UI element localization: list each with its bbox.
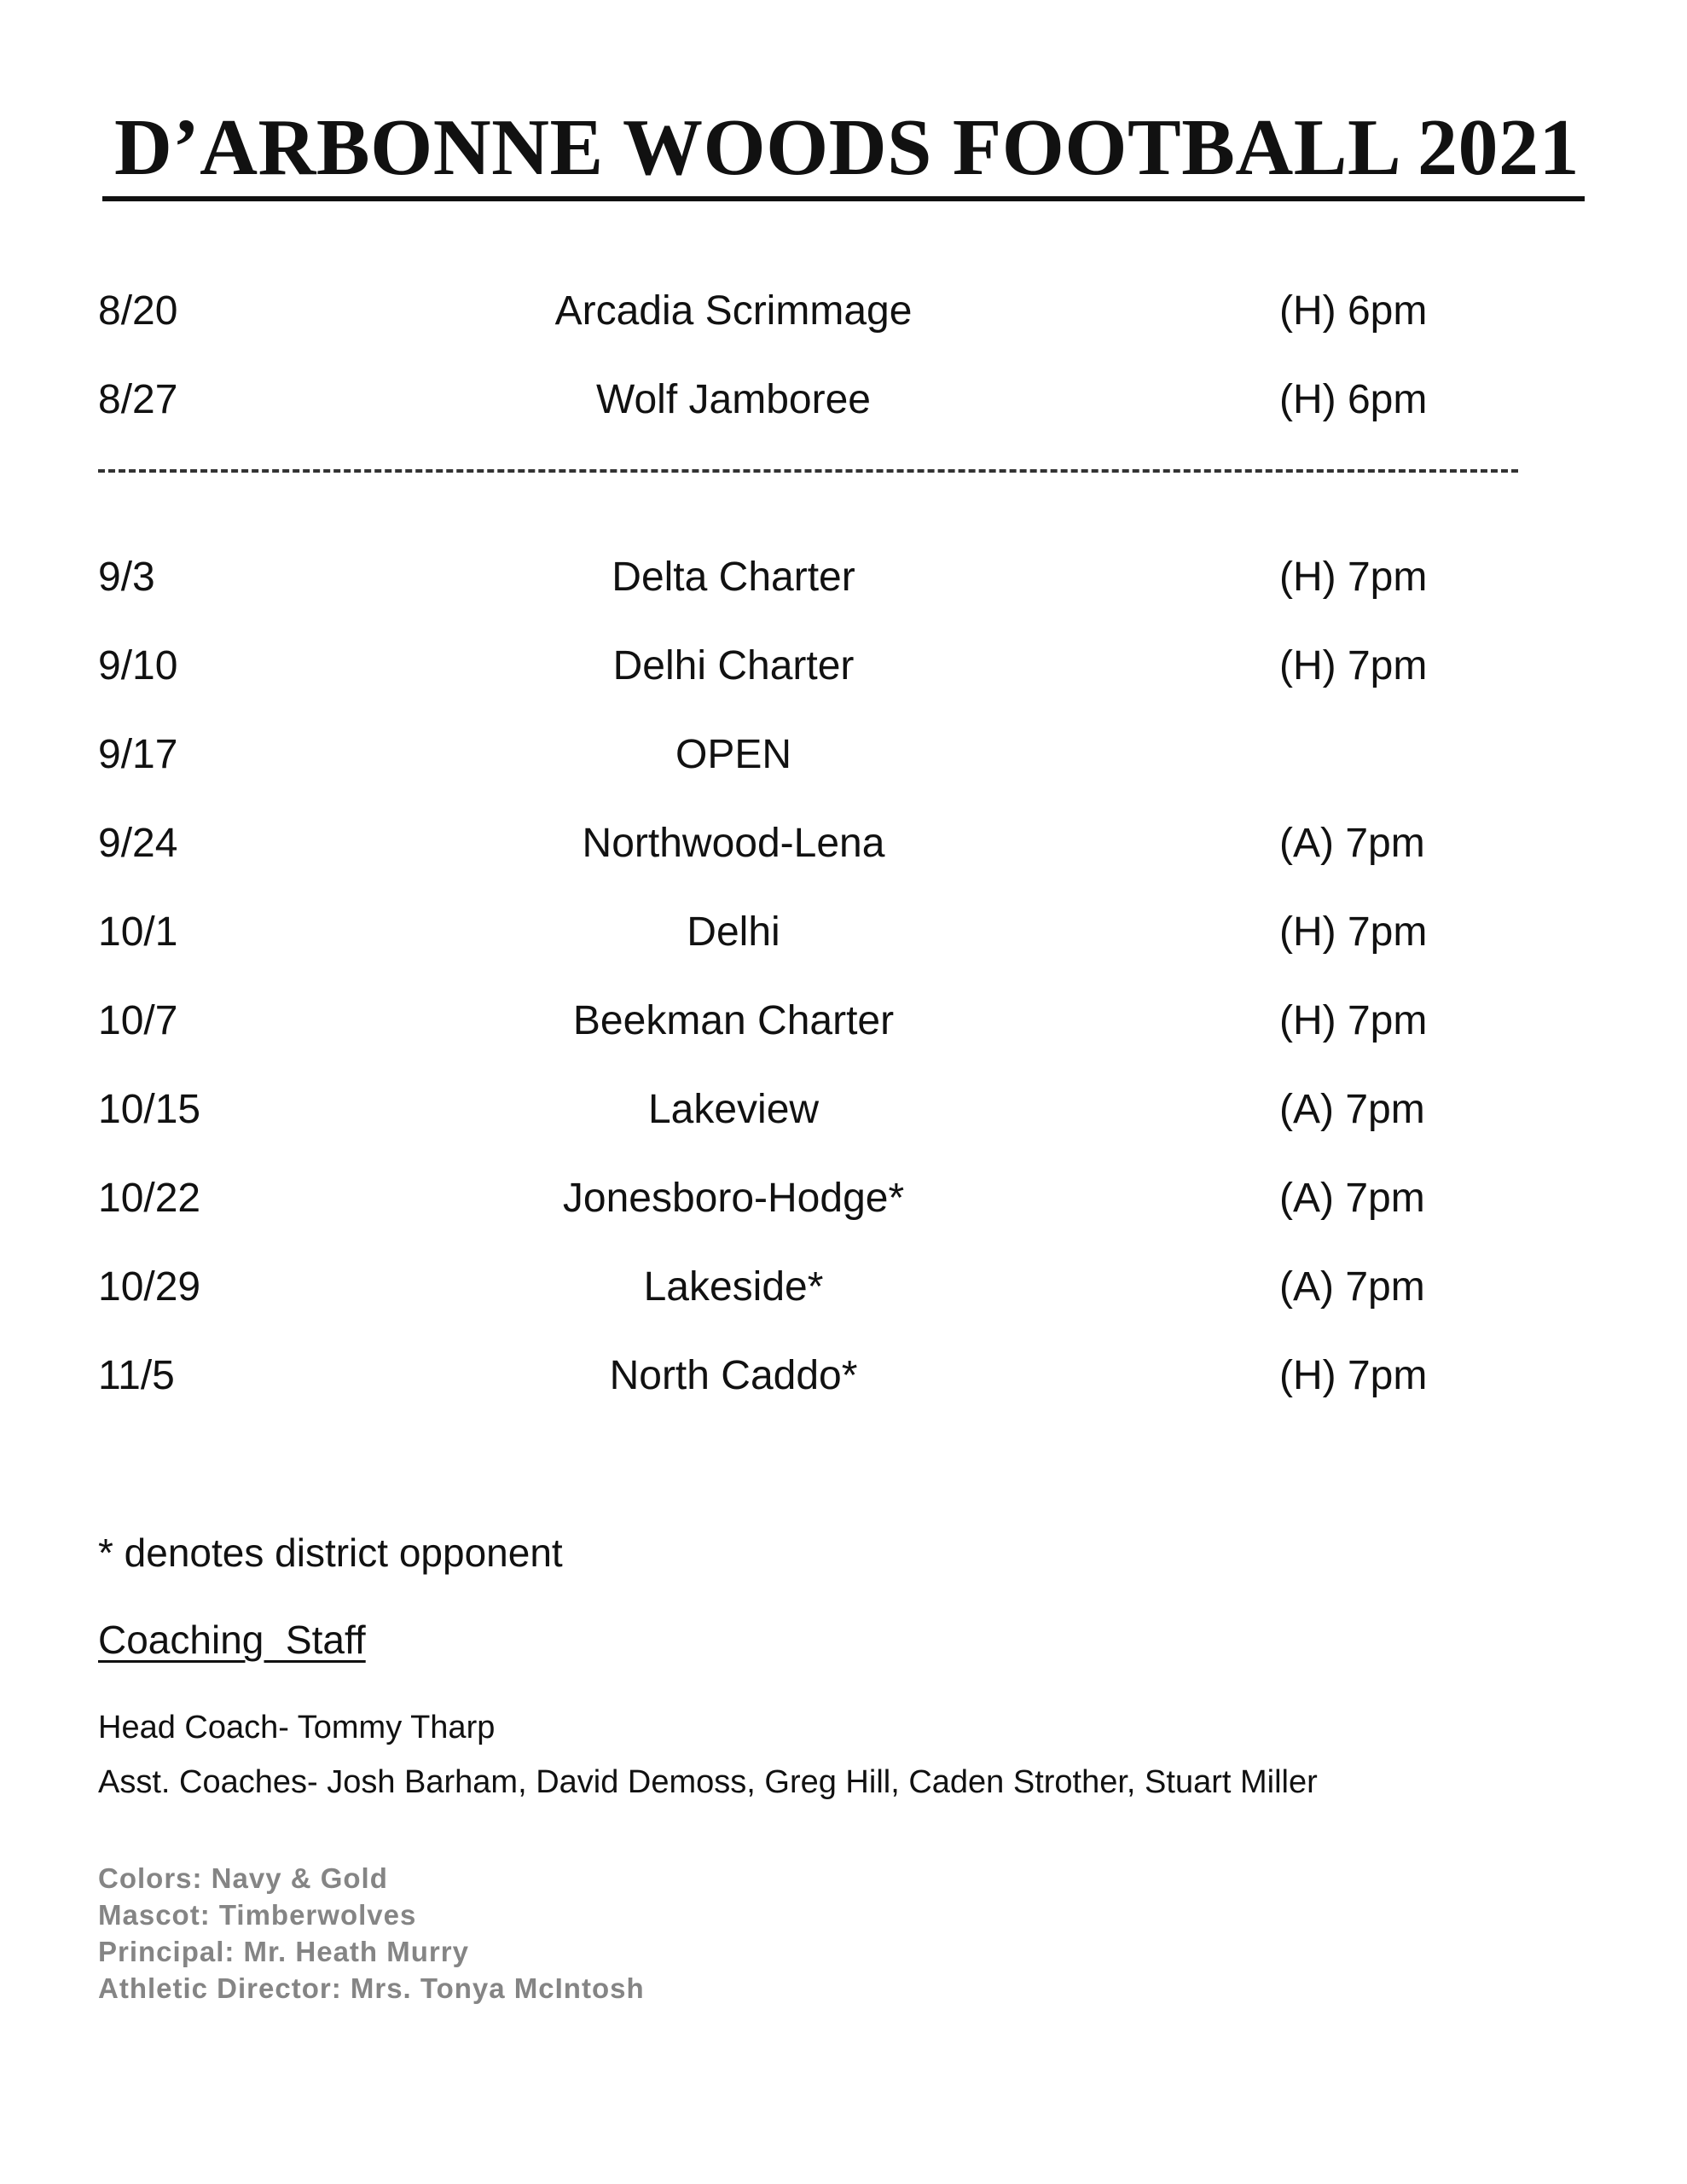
- schedule-row: [0, 725, 1687, 785]
- head-coach: Head Coach- Tommy Tharp: [98, 1710, 496, 1745]
- game-opponent: Northwood-Lena: [582, 821, 885, 866]
- assistant-coaches: Asst. Coaches- Josh Barham, David Demoss, Greg Hill, Caden Strother, Stuart Miller: [98, 1764, 1318, 1800]
- district-note: * denotes district opponent: [98, 1531, 563, 1575]
- game-date: 10/22: [98, 1176, 201, 1221]
- game-location-time: (H) 7pm: [1279, 643, 1428, 688]
- school-principal: Principal: Mr. Heath Murry: [98, 1936, 469, 1967]
- game-date: 10/7: [98, 998, 178, 1043]
- schedule-row: [0, 1169, 1687, 1228]
- schedule-row: [0, 370, 1687, 430]
- schedule-row: [0, 991, 1687, 1051]
- game-date: 8/20: [98, 288, 178, 334]
- schedule-row: [0, 1258, 1687, 1317]
- game-opponent: Lakeview: [647, 1087, 820, 1132]
- page-title-text: D’ARBONNE WOODS FOOTBALL 2021: [102, 101, 1585, 201]
- game-opponent: Jonesboro-Hodge*: [562, 1176, 905, 1221]
- game-date: 9/3: [98, 555, 155, 600]
- game-location-time: (H) 6pm: [1279, 288, 1428, 334]
- game-location-time: (H) 7pm: [1279, 909, 1428, 955]
- schedule-row: [0, 636, 1687, 696]
- game-opponent: Wolf Jamboree: [596, 377, 871, 422]
- schedule-row: [0, 1346, 1687, 1406]
- game-opponent: Lakeside*: [643, 1264, 824, 1310]
- athletic-director: Athletic Director: Mrs. Tonya McIntosh: [98, 1972, 645, 2004]
- game-location-time: (H) 7pm: [1279, 998, 1428, 1043]
- game-date: 10/29: [98, 1264, 201, 1310]
- game-location-time: (A) 7pm: [1279, 821, 1425, 866]
- dashed-divider: [98, 469, 1518, 473]
- schedule-row: [0, 1080, 1687, 1140]
- game-location-time: (A) 7pm: [1279, 1264, 1425, 1310]
- game-date: 9/24: [98, 821, 178, 866]
- page-title: [0, 101, 1687, 201]
- school-mascot: Mascot: Timberwolves: [98, 1899, 417, 1931]
- game-date: 10/15: [98, 1087, 201, 1132]
- game-location-time: (H) 7pm: [1279, 555, 1428, 600]
- schedule-row: [0, 548, 1687, 607]
- game-opponent: Delta Charter: [612, 555, 855, 600]
- game-opponent: Beekman Charter: [572, 998, 895, 1043]
- game-location-time: (H) 7pm: [1279, 1353, 1428, 1398]
- game-opponent: Delhi Charter: [612, 643, 855, 688]
- coaching-staff-heading: Coaching Staff: [98, 1618, 366, 1662]
- school-colors: Colors: Navy & Gold: [98, 1862, 388, 1894]
- schedule-row: [0, 282, 1687, 341]
- game-date: 9/17: [98, 732, 178, 777]
- game-opponent: Arcadia Scrimmage: [554, 288, 913, 334]
- game-opponent: Delhi: [687, 909, 780, 955]
- game-date: 10/1: [98, 909, 178, 955]
- game-date: 8/27: [98, 377, 178, 422]
- game-location-time: (A) 7pm: [1279, 1087, 1425, 1132]
- game-date: 9/10: [98, 643, 178, 688]
- game-date: 11/5: [98, 1353, 175, 1398]
- schedule-row: [0, 903, 1687, 962]
- game-location-time: (H) 6pm: [1279, 377, 1428, 422]
- game-opponent: OPEN: [675, 732, 792, 777]
- game-location-time: (A) 7pm: [1279, 1176, 1425, 1221]
- game-opponent: North Caddo*: [609, 1353, 858, 1398]
- schedule-row: [0, 814, 1687, 874]
